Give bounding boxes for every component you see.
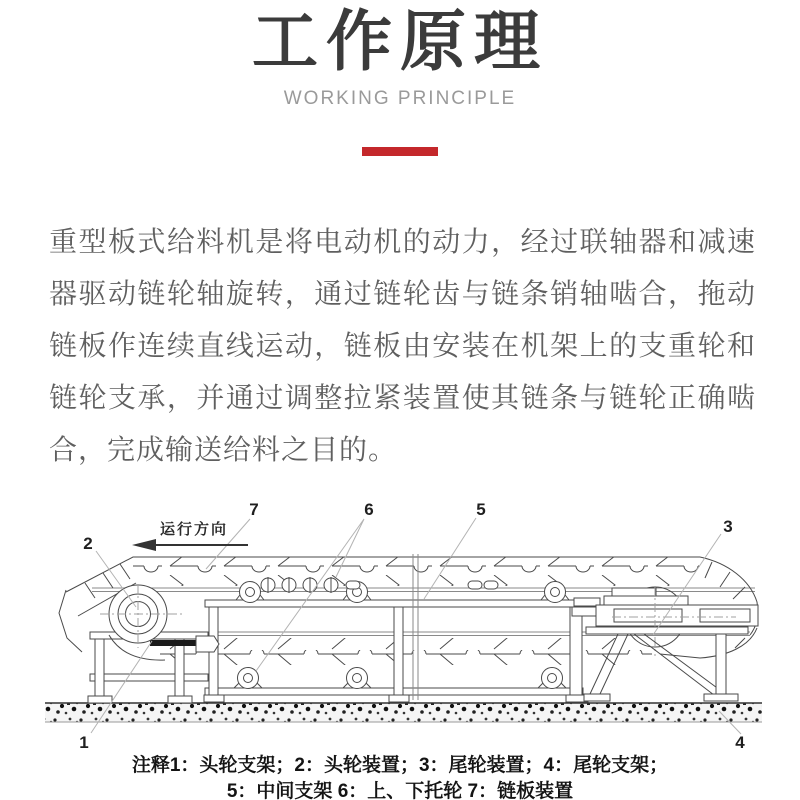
caption-line-2: 5：中间支架 6：上、下托轮 7：链板装置: [226, 781, 574, 800]
part-label-5: 5: [476, 500, 486, 519]
part-label-2: 2: [83, 534, 93, 553]
page-subtitle: WORKING PRINCIPLE: [283, 88, 517, 109]
part-label-4: 4: [735, 733, 745, 752]
diagram-caption: [0, 753, 800, 800]
working-principle-paragraph: 重型板式给料机是将电动机的动力，经过联轴器和减速器驱动链轮轴旋转，通过链轮齿与链条销轴啮合，拖动链板作连续直线运动，链板由安装在机架上的支重轮和链轮支承，并通过调整拉紧装置使其链条与链轮正确啮合，完成输送给料之目的。: [49, 227, 756, 466]
part-label-7: 7: [249, 500, 259, 519]
part-label-6: 6: [364, 500, 374, 519]
direction-indicator: [132, 520, 248, 551]
left-arrow-icon: [132, 539, 156, 551]
caption-line-1: 注释1：头轮支架；2：头轮装置；3：尾轮装置；4：尾轮支架；: [131, 755, 669, 776]
part-label-1: 1: [79, 733, 89, 752]
direction-label: 运行方向: [159, 521, 229, 538]
head-wheel-support: [88, 632, 219, 703]
plate-feeder-schematic: [0, 488, 800, 760]
accent-divider-bar: [362, 147, 438, 156]
page-title: 工作原理: [252, 4, 548, 78]
plate-feeder-diagram: [0, 488, 800, 760]
part-label-3: 3: [723, 517, 733, 536]
ground-foundation: [45, 703, 762, 722]
